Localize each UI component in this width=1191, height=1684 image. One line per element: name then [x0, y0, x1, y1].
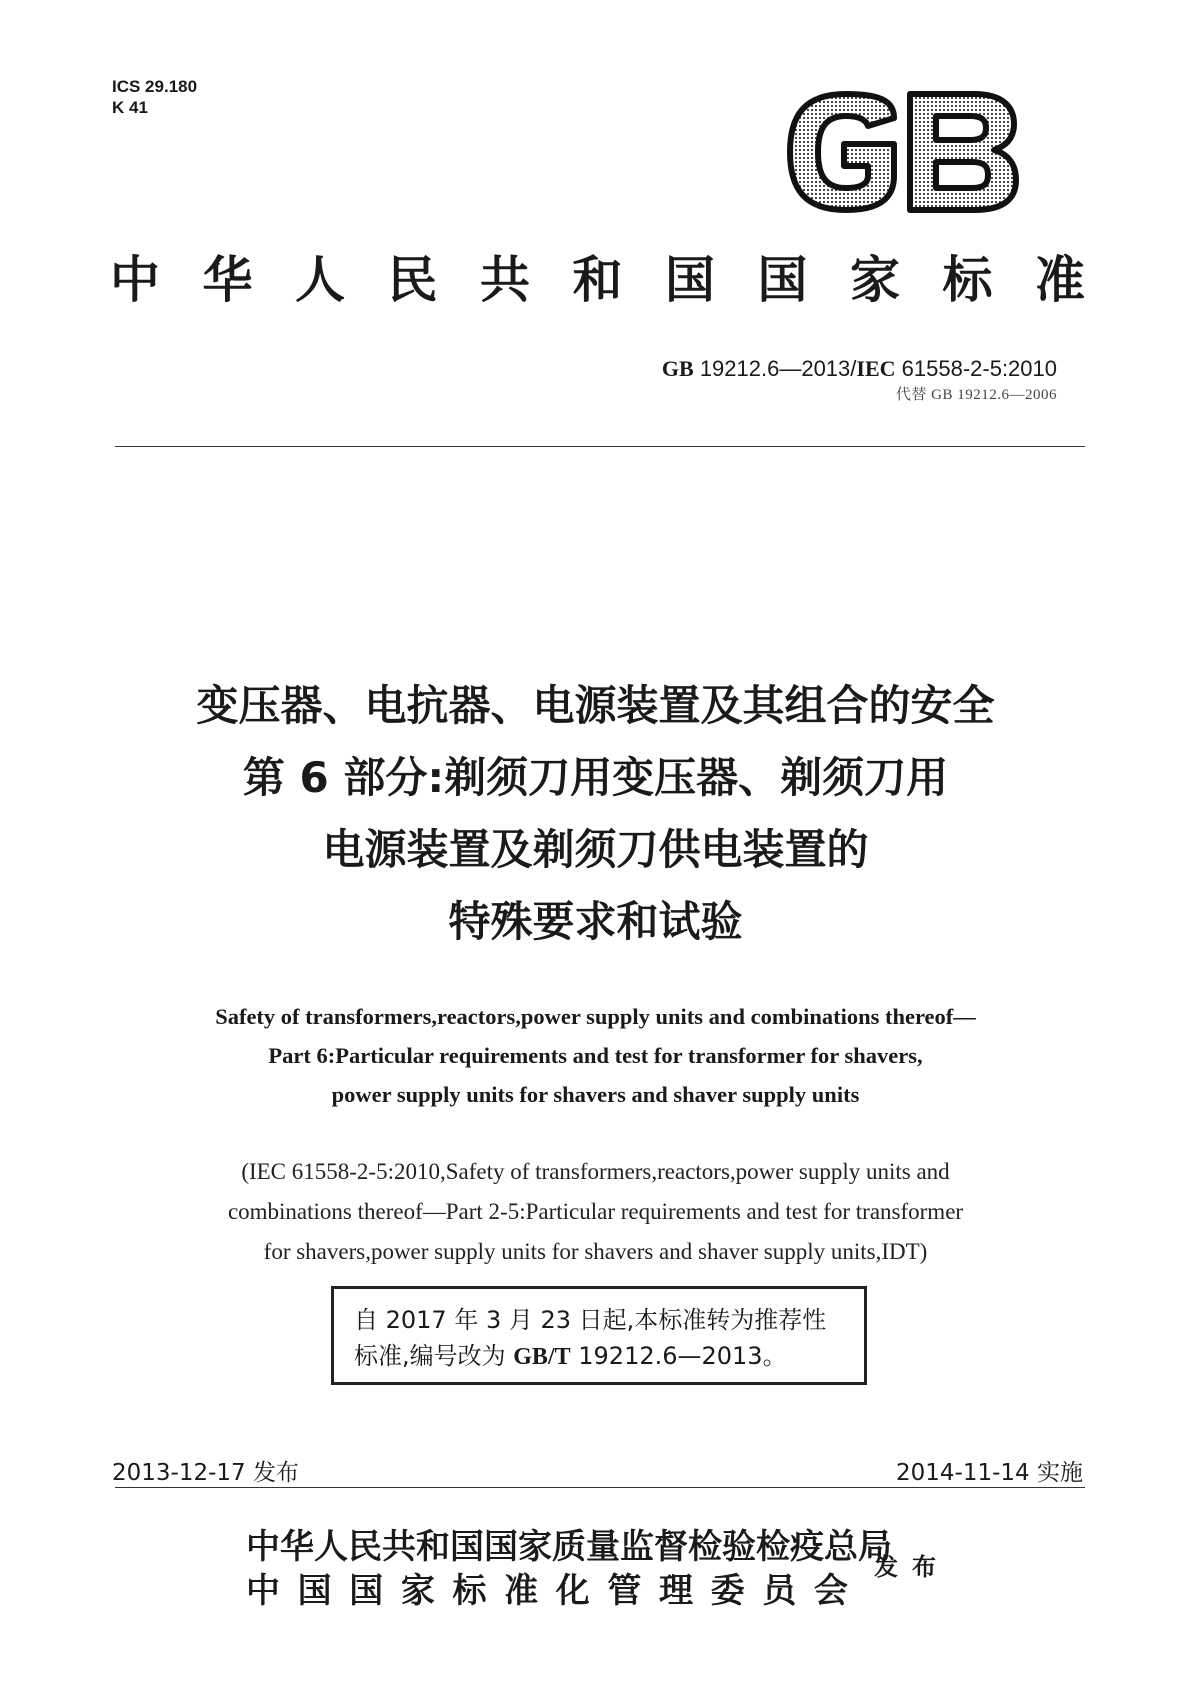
issuing-authorities	[246, 1525, 892, 1613]
heading-char: 和	[572, 251, 623, 309]
heading-char: 量	[586, 1527, 620, 1567]
heading-char: 理	[659, 1571, 693, 1611]
issue-word: 发布	[874, 1553, 950, 1581]
heading-char: 疫	[790, 1527, 824, 1567]
footer-divider	[115, 1487, 1085, 1488]
heading-char: 国	[349, 1571, 384, 1611]
notice-standard-code: GB/T	[513, 1344, 571, 1370]
heading-char: 家	[400, 1571, 435, 1611]
heading-char: 国	[450, 1527, 484, 1567]
iec-reference-line: combinations thereof—Part 2-5:Particular requirements and test for transformer	[227, 1199, 964, 1224]
heading-char: 会	[813, 1571, 848, 1611]
iec-prefix: IEC	[856, 356, 896, 381]
heading-char: 总	[824, 1527, 858, 1567]
chinese-title	[100, 670, 1091, 958]
standard-number-main: 19212.6—2013/	[699, 356, 857, 381]
heading-char: 共	[480, 251, 530, 309]
iec-number: 61558-2-5:2010	[901, 356, 1057, 381]
heading-char: 国	[757, 251, 808, 309]
english-title-line: power supply units for shavers and shaver supply units	[331, 1082, 860, 1107]
heading-char: 人	[295, 251, 345, 309]
iec-reference-line: for shavers,power supply units for shavers and shaver supply units,IDT)	[263, 1239, 928, 1264]
issuer-line-1	[246, 1525, 892, 1569]
gb-logo	[782, 88, 1020, 216]
publish-date: 2013-12-17 发布	[112, 1460, 299, 1486]
iec-reference	[100, 1152, 1091, 1272]
heading-char: 准	[504, 1571, 539, 1611]
heading-char: 员	[762, 1571, 797, 1611]
heading-char: 国	[297, 1571, 332, 1611]
chinese-title-line: 变压器、电抗器、电源装置及其组合的安全	[196, 681, 995, 730]
standard-number	[662, 356, 1057, 382]
iec-reference-line: (IEC 61558-2-5:2010,Safety of transformers,reactors,power supply units and	[241, 1159, 950, 1184]
heading-char: 化	[555, 1571, 590, 1611]
chinese-title-line: 特殊要求和试验	[448, 897, 743, 946]
heading-char: 督	[654, 1527, 688, 1567]
heading-char: 中	[246, 1571, 280, 1611]
national-standard-title	[110, 250, 1085, 310]
classification-codes	[112, 76, 197, 118]
header-divider	[115, 446, 1085, 447]
heading-char: 人	[314, 1527, 348, 1567]
heading-char: 家	[518, 1527, 552, 1567]
replaces-note: 代替 GB 19212.6—2006	[895, 387, 1057, 403]
english-title-line: Safety of transformers,reactors,power supply units and combinations thereof—	[215, 1004, 976, 1029]
heading-char: 检	[756, 1527, 790, 1567]
heading-char: 共	[382, 1527, 416, 1567]
heading-char: 监	[620, 1527, 654, 1567]
heading-char: 民	[348, 1527, 382, 1567]
heading-char: 民	[387, 251, 438, 309]
heading-char: 华	[202, 251, 253, 309]
ccs-code: K 41	[112, 98, 148, 117]
heading-char: 华	[280, 1527, 314, 1567]
notice-line-2-prefix: 标准,编号改为	[354, 1342, 514, 1370]
chinese-title-line: 电源装置及剃须刀供电装置的	[322, 825, 869, 874]
chinese-title-line: 第 6 部分:剃须刀用变压器、剃须刀用	[242, 753, 949, 802]
heading-char: 管	[607, 1571, 642, 1611]
notice-line-2-suffix: 19212.6—2013。	[570, 1342, 787, 1370]
issuer-line-2	[246, 1569, 848, 1613]
heading-char: 局	[858, 1527, 892, 1567]
heading-char: 检	[688, 1527, 722, 1567]
heading-char: 中	[110, 251, 160, 309]
english-title	[100, 997, 1091, 1114]
heading-char: 质	[552, 1527, 586, 1567]
heading-char: 标	[942, 251, 993, 309]
heading-char: 中	[246, 1527, 280, 1567]
notice-line-2	[354, 1338, 844, 1375]
heading-char: 国	[665, 251, 715, 309]
heading-char: 国	[484, 1527, 518, 1567]
status-notice-box	[331, 1286, 867, 1385]
heading-char: 准	[1035, 251, 1085, 309]
english-title-line: Part 6:Particular requirements and test for transformer for shavers,	[268, 1043, 923, 1068]
heading-char: 验	[722, 1527, 756, 1567]
implement-date: 2014-11-14 实施	[896, 1460, 1083, 1486]
heading-char: 委	[710, 1571, 745, 1611]
heading-char: 家	[850, 251, 900, 309]
standard-prefix: GB	[661, 356, 694, 381]
heading-char: 标	[452, 1571, 487, 1611]
heading-char: 和	[416, 1527, 450, 1567]
notice-line-1: 自 2017 年 3 月 23 日起,本标准转为推荐性	[354, 1306, 827, 1334]
ics-code: ICS 29.180	[112, 77, 198, 96]
